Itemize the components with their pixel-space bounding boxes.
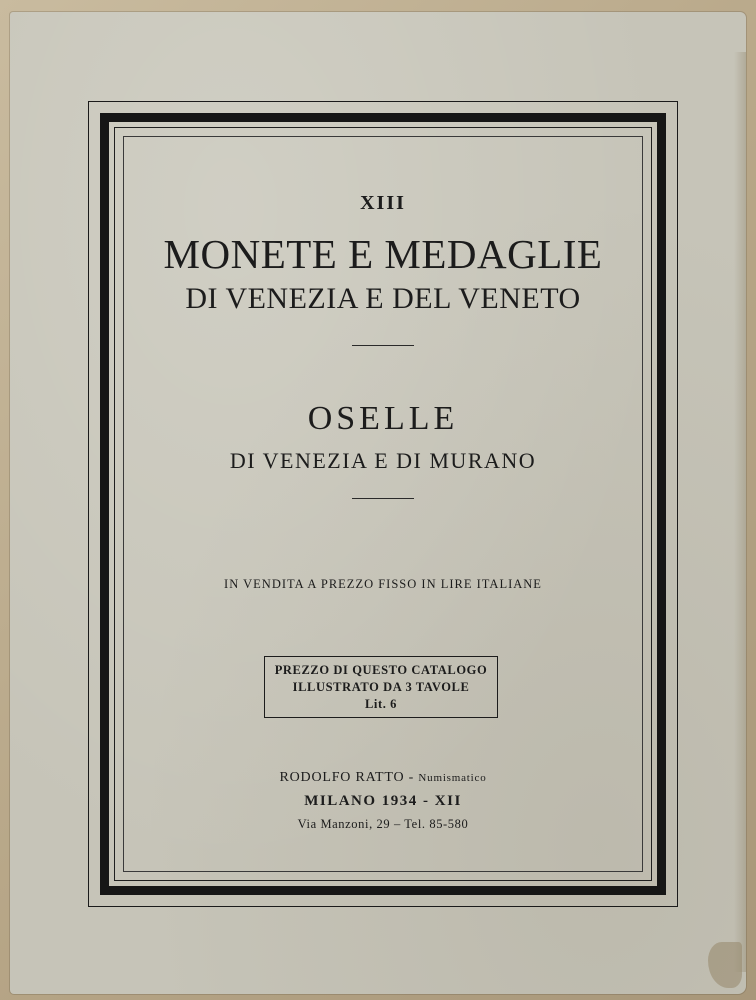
price-line-1: PREZZO DI QUESTO CATALOGO (274, 663, 488, 677)
subtitle-line-2: DI VENEZIA E DI MURANO (229, 448, 537, 473)
catalog-cover (10, 12, 746, 994)
price-line-3: Lit. 6 (364, 697, 398, 711)
divider-rule-top (352, 345, 414, 346)
paper-edge-wear (734, 52, 746, 972)
subtitle-line-1: OSELLE (307, 400, 459, 437)
publisher-name: RODOLFO RATTO (279, 770, 405, 785)
publisher-line (130, 770, 636, 786)
publisher-separator: - (404, 770, 419, 785)
catalog-number: XIII (360, 192, 406, 214)
price-line-2: ILLUSTRATO DA 3 TAVOLE (292, 680, 470, 694)
title-line-2: DI VENEZIA E DEL VENETO (185, 282, 581, 315)
paper-corner-wear (708, 942, 742, 988)
sale-note: IN VENDITA A PREZZO FISSO IN LIRE ITALIANE (224, 577, 542, 591)
city-year: MILANO 1934 - XII (304, 793, 462, 809)
publisher-address: Via Manzoni, 29 – Tel. 85-580 (297, 817, 469, 831)
divider-rule-bottom (352, 498, 414, 499)
price-box (264, 656, 498, 718)
publisher-role: Numismatico (418, 772, 487, 784)
title-line-1: MONETE E MEDAGLIE (163, 231, 603, 277)
cover-content (130, 142, 636, 862)
